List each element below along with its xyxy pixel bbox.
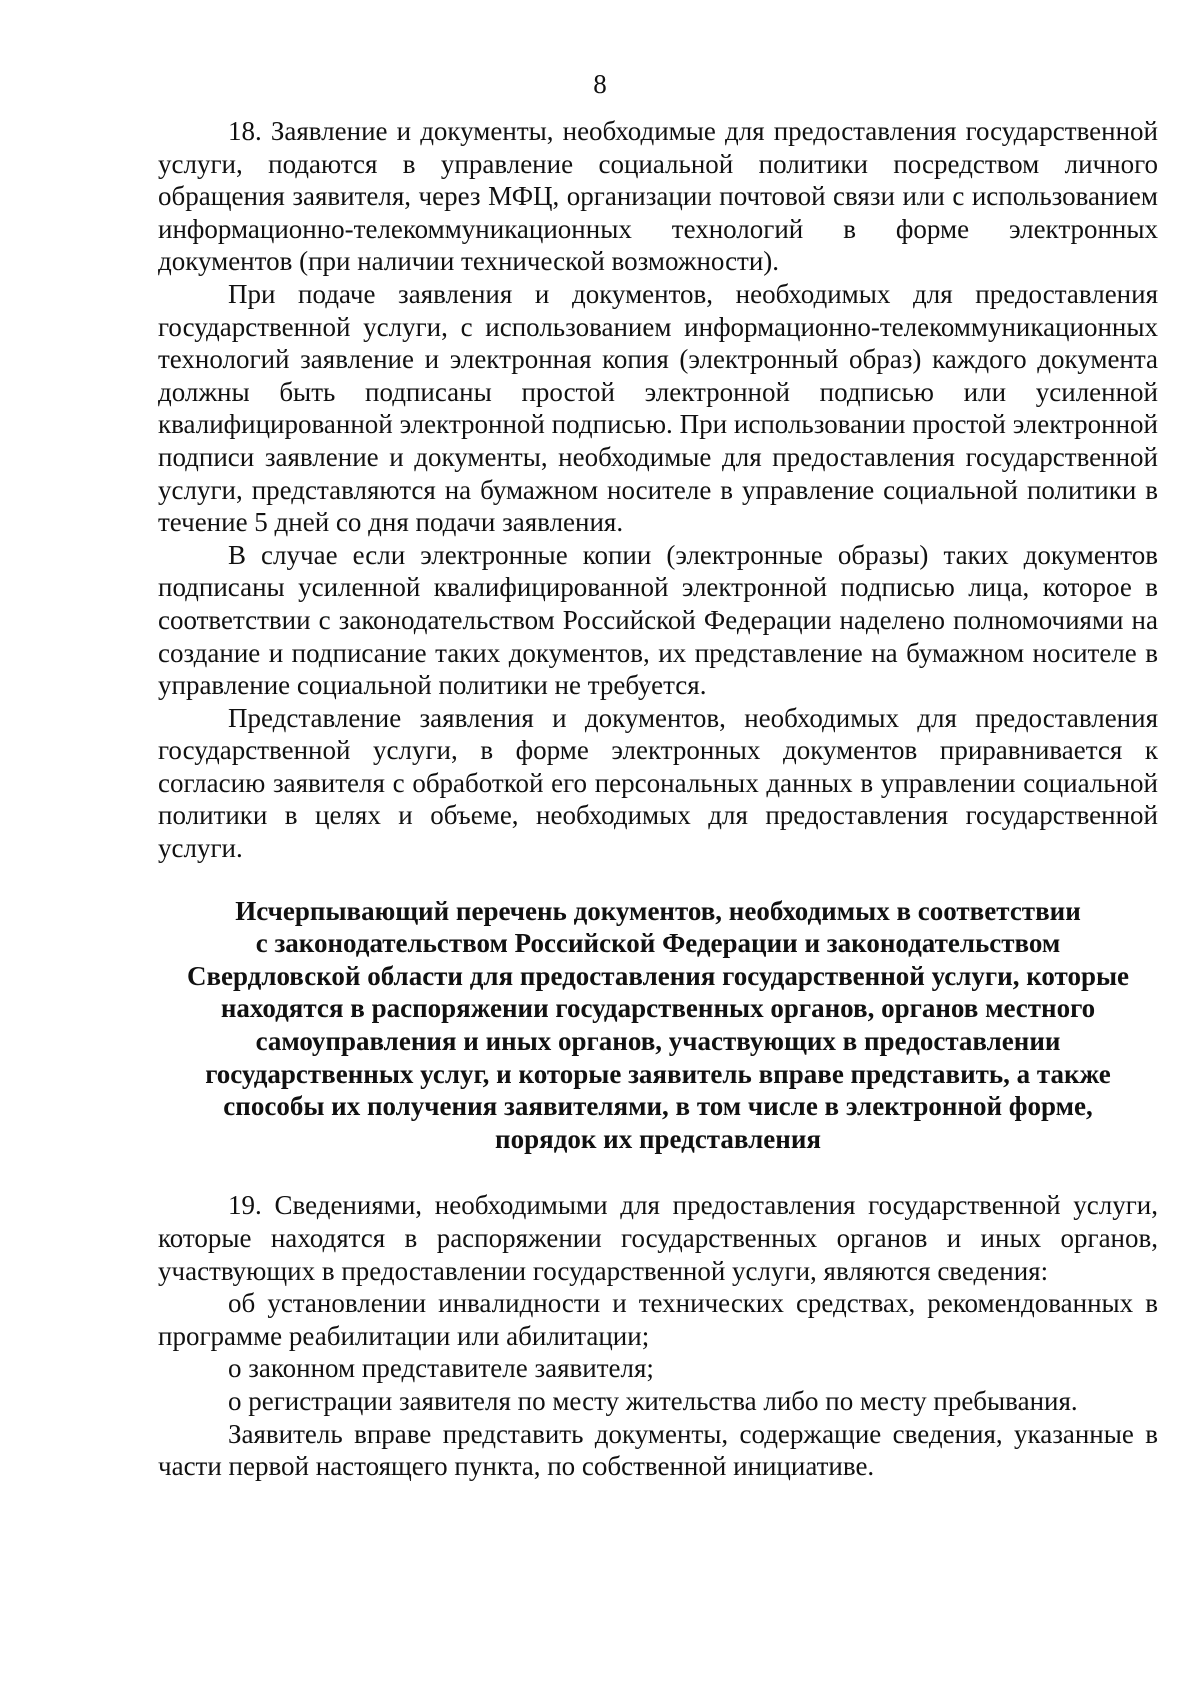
paragraph-18: 18. Заявление и документы, необходимые для предоставления государственной услуги, подаются в управление социальной политики посредством личного обращения заявителя, через МФЦ, организации почтовой связи или с использованием информационно-телекоммуникационных технологий в форме электронных документов (при наличии технической возможности). xyxy=(158,116,1158,277)
list-item-legal-representative: о законном представителе заявителя; xyxy=(228,1353,654,1384)
heading-line: порядок их представления xyxy=(495,1123,821,1154)
paragraph-electronic-submission: При подаче заявления и документов, необходимых для предоставления государственной услуги, с использованием информационно-телекоммуникационных технологий заявление и электронная копия (электронный образ) каждого документа должны быть подписаны простой электронной подписью или усиленной квалифицированной электронной подписью. При использовании простой электронной подписи заявление и документы, необходимые для предоставления государственной услуги, представляются на бумажном носителе в управление социальной политики в течение 5 дней со дня подачи заявления. xyxy=(158,278,1158,538)
heading-line: с законодательством Российской Федерации и законодательством xyxy=(255,928,1061,959)
heading-line: Исчерпывающий перечень документов, необходимых в соответствии xyxy=(235,895,1081,926)
list-item-registration: о регистрации заявителя по месту жительства либо по месту пребывания. xyxy=(228,1385,1078,1416)
paragraph-19: 19. Сведениями, необходимыми для предоставления государственной услуги, которые находятся в распоряжении государственных органов и иных органов, участвующих в предоставлении государственной услуги, являются сведения: xyxy=(158,1190,1158,1286)
heading-line: находятся в распоряжении государственных органов, органов местного xyxy=(220,993,1096,1024)
heading-line: способы их получения заявителями, в том числе в электронной форме, xyxy=(223,1091,1093,1122)
list-item-disability: об установлении инвалидности и технических средствах, рекомендованных в программе реабилитации или абилитации; xyxy=(158,1288,1158,1351)
heading-line: самоуправления и иных органов, участвующих в предоставлении xyxy=(255,1026,1061,1057)
section-heading xyxy=(158,895,1158,1156)
paragraph-qualified-signature: В случае если электронные копии (электронные образы) таких документов подписаны усиленной квалифицированной электронной подписью лица, которое в соответствии с законодательством Российской Федерации наделено полномочиями на создание и подписание таких документов, их представление на бумажном носителе в управление социальной политики не требуется. xyxy=(158,539,1158,701)
heading-line: государственных услуг, и которые заявитель вправе представить, а также xyxy=(205,1058,1111,1089)
page-number: 8 xyxy=(593,69,607,99)
paragraph-own-initiative: Заявитель вправе представить документы, содержащие сведения, указанные в части первой настоящего пункта, по собственной инициативе. xyxy=(158,1418,1158,1482)
document-body xyxy=(158,115,1158,1483)
paragraph-consent: Представление заявления и документов, необходимых для предоставления государственной услуги, в форме электронных документов приравнивается к согласию заявителя с обработкой его персональных данных в управлении социальной политики в целях и объеме, необходимых для предоставления государственной услуги. xyxy=(158,702,1158,864)
heading-line: Свердловской области для предоставления государственной услуги, которые xyxy=(186,960,1130,991)
